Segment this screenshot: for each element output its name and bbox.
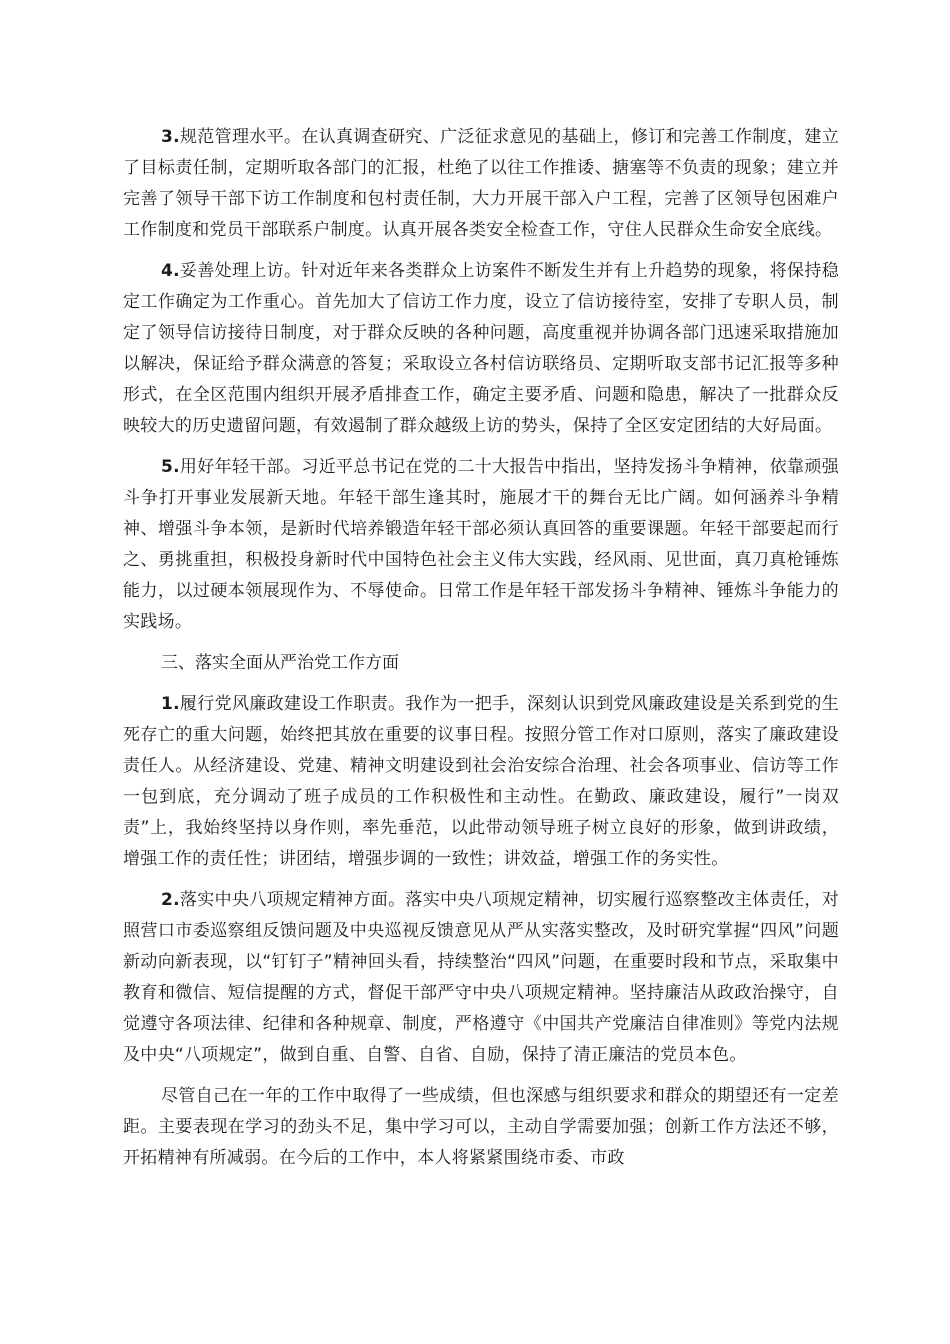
paragraph-text: 妥善处理上访。针对近年来各类群众上访案件不断发生并有上升趋势的现象，将保持稳定工作确定为工作重心。首先加大了信访工作力度，设立了信访接待室，安排了专职人员，制定了领导信访接待日制度，对于群众反映的各种问题，高度重视并协调各部门迅速采取措施加以解决，保证给予群众满意的答复；采取设立各村信访联络员、定期听取支部书记汇报等多种形式，在全区范围内组织开展矛盾排查工作，确定主要矛盾、问题和隐患，解决了一批群众反映较大的历史遗留问题，有效遏制了群众越级上访的势头，保持了全区安定团结的大好局面。 bbox=[123, 261, 839, 436]
paragraph-number: 5. bbox=[161, 457, 180, 477]
paragraph-number: 4. bbox=[161, 261, 180, 281]
paragraph-text: 规范管理水平。在认真调查研究、广泛征求意见的基础上，修订和完善工作制度，建立了目标责任制，定期听取各部门的汇报，杜绝了以往工作推诿、搪塞等不负责的现象；建立并完善了领导干部下访工作制度和包村责任制，大力开展干部入户工程，完善了区领导包困难户工作制度和党员干部联系户制度。认真开展各类安全检查工作，守住人民群众生命安全底线。 bbox=[123, 127, 839, 240]
closing-paragraph: 尽管自己在一年的工作中取得了一些成绩，但也深感与组织要求和群众的期望还有一定差距。主要表现在学习的劲头不足，集中学习可以，主动自学需要加强；创新工作方法还不够，开拓精神有所减弱。在今后的工作中，本人将紧紧围绕市委、市政 bbox=[123, 1086, 839, 1168]
paragraph-text: 用好年轻干部。习近平总书记在党的二十大报告中指出，坚持发扬斗争精神，依靠顽强斗争打开事业发展新天地。年轻干部生逢其时，施展才干的舞台无比广阔。如何涵养斗争精神、增强斗争本领，是新时代培养锻造年轻干部必须认真回答的重要课题。年轻干部要起而行之、勇挑重担，积极投身新时代中国特色社会主义伟大实践，经风雨、见世面，真刀真枪锤炼能力，以过硬本领展现作为、不辱使命。日常工作是年轻干部发扬斗争精神、锤炼斗争能力的实践场。 bbox=[123, 457, 839, 632]
section-heading: 三、落实全面从严治党工作方面 bbox=[161, 653, 399, 673]
paragraph-text: 落实中央八项规定精神方面。落实中央八项规定精神，切实履行巡察整改主体责任，对照营口市委巡察组反馈问题及中央巡视反馈意见从严从实落实整改，及时研究掌握“四风”问题新动向新表现，以“钉钉子”精神回头看，持续整治“四风”问题，在重要时段和节点，采取集中教育和微信、短信提醒的方式，督促干部严守中央八项规定精神。坚持廉洁从政政治操守，自觉遵守各项法律、纪律和各种规章、制度，严格遵守《中国共产党廉洁自律准则》等党内法规及中央“八项规定”，做到自重、自警、自省、自励，保持了清正廉洁的党员本色。 bbox=[123, 890, 839, 1065]
paragraph-3 bbox=[123, 122, 839, 246]
section-paragraph-2 bbox=[123, 885, 839, 1071]
paragraph-number: 3. bbox=[161, 127, 180, 147]
paragraph-text: 履行党风廉政建设工作职责。我作为一把手，深刻认识到党风廉政建设是关系到党的生死存亡的重大问题，始终把其放在重要的议事日程。按照分管工作对口原则，落实了廉政建设责任人。从经济建设、党建、精神文明建设到社会治安综合治理、社会各项事业、信访等工作一包到底，充分调动了班子成员的工作积极性和主动性。在勤政、廉政建设，履行”一岗双责”上，我始终坚持以身作则，率先垂范，以此带动领导班子树立良好的形象，做到讲政绩，增强工作的责任性；讲团结，增强步调的一致性；讲效益，增强工作的务实性。 bbox=[123, 694, 839, 869]
paragraph-5 bbox=[123, 452, 839, 638]
document-body bbox=[123, 122, 839, 1184]
paragraph-number: 1. bbox=[161, 694, 180, 714]
section-paragraph-1 bbox=[123, 689, 839, 875]
paragraph-4 bbox=[123, 256, 839, 442]
paragraph-number: 2. bbox=[161, 890, 180, 910]
